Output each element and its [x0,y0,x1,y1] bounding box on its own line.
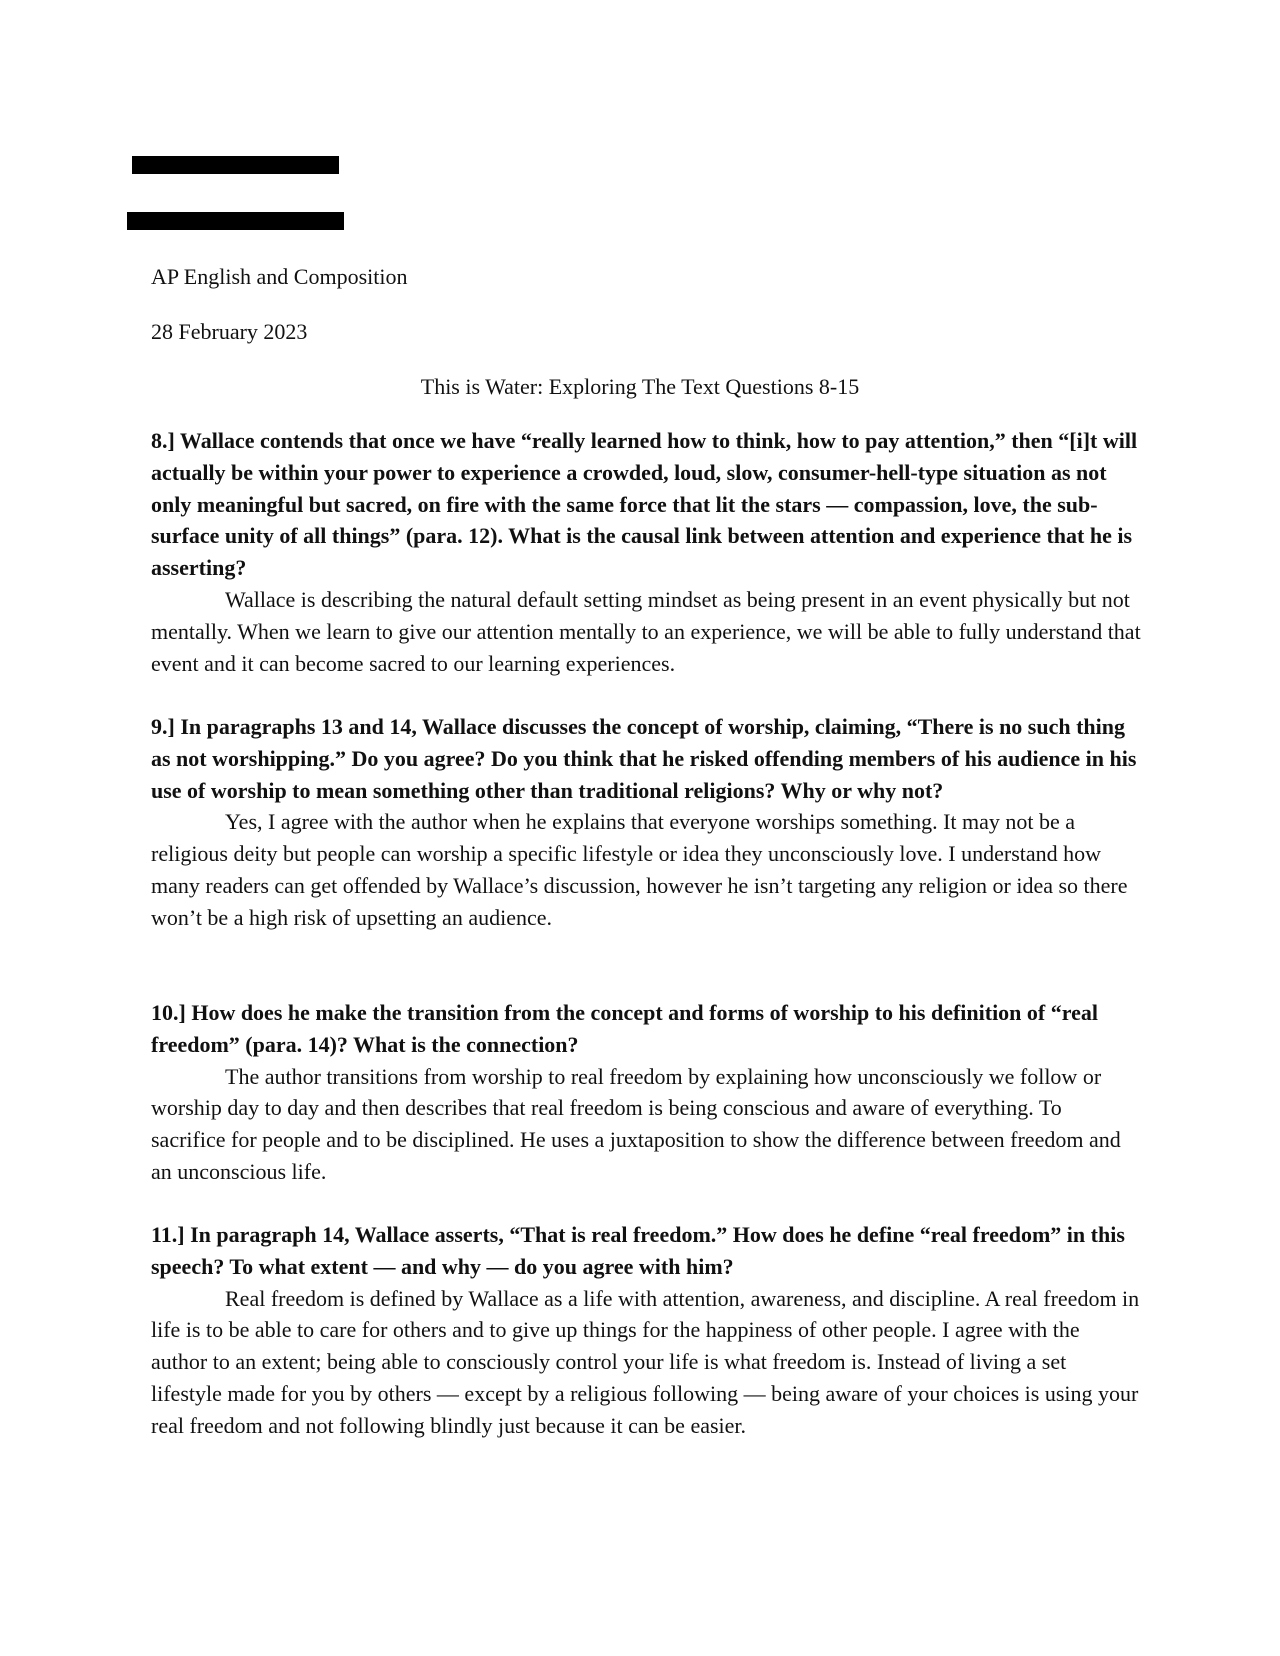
document-title: This is Water: Exploring The Text Questions 8-15 [420,374,860,399]
redacted-student-name [132,156,339,174]
course-name: AP English and Composition [151,264,408,289]
answer-text: Wallace is describing the natural default setting mindset as being present in an event physically but not mentally. When we learn to give our attention mentally to an experience, we will be able to fully understand that event and it can become sacred to our learning experiences. [151,586,1141,676]
answer-text: The author transitions from worship to real freedom by explaining how unconsciously we follow or worship day to day and then describes that real freedom is being conscious and aware of everything. To sacrifice for people and to be disciplined. He uses a juxtaposition to show the difference between freedom and an unconscious life. [151,1063,1121,1184]
document-date: 28 February 2023 [151,319,308,344]
question-block-8 [151,425,1141,679]
answer-text: Yes, I agree with the author when he explains that everyone worships something. It may not be a religious deity but people can worship a specific lifestyle or idea they unconsciously love. I understand how many readers can get offended by Wallace’s discussion, however he isn’t targeting any religion or idea so there won’t be a high risk of upsetting an audience. [151,809,1128,930]
question-prompt: 8.] Wallace contends that once we have “really learned how to think, how to pay attention,” then “[i]t will actually be within your power to experience a crowded, loud, slow, consumer-hell-type situation as not only meaningful but sacred, on fire with the same force that lit the stars — compassion, love, the sub-surface unity of all things” (para. 12). What is the causal link between attention and experience that he is asserting? [151,428,1138,581]
redacted-instructor-name [127,212,344,230]
question-prompt: 9.] In paragraphs 13 and 14, Wallace discusses the concept of worship, claiming, “There is no such thing as not worshipping.” Do you agree? Do you think that he risked offending members of his audience in his use of worship to mean something other than traditional religions? Why or why not? [151,714,1137,803]
question-block-11 [151,1219,1141,1442]
answer-text: Real freedom is defined by Wallace as a life with attention, awareness, and discipline. A real freedom in life is to be able to care for others and to give up things for the happiness of other people. I agree with the author to an extent; being able to consciously control your life is what freedom is. Instead of living a set lifestyle made for you by others — except by a religious following — being aware of your choices is using your real freedom and not following blindly just because it can be easier. [151,1285,1140,1438]
question-block-10 [151,997,1141,1188]
question-prompt: 10.] How does he make the transition from the concept and forms of worship to his definition of “real freedom” (para. 14)? What is the connection? [151,1000,1098,1057]
question-prompt: 11.] In paragraph 14, Wallace asserts, “That is real freedom.” How does he define “real freedom” in this speech? To what extent — and why — do you agree with him? [151,1222,1125,1279]
question-block-9 [151,711,1141,934]
